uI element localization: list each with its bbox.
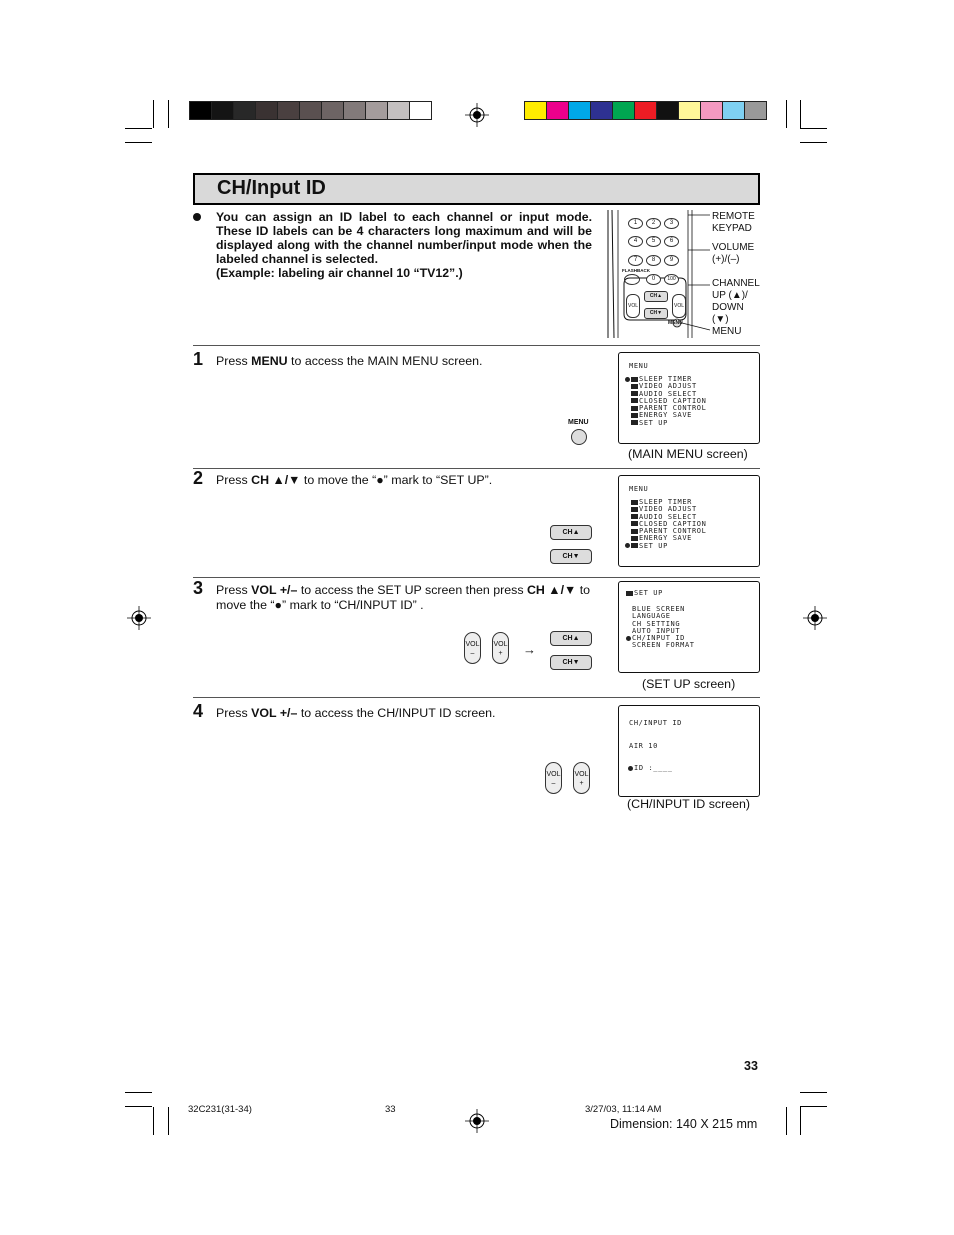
remote-key-100: 100	[664, 274, 679, 285]
remote-vol-plus: VOL	[672, 294, 686, 318]
color-swatch	[321, 101, 344, 120]
registration-mark-icon	[465, 103, 489, 127]
menu-label: MENU	[712, 326, 742, 337]
menu-item-icon	[631, 507, 638, 512]
remote-key-9: 9	[664, 255, 679, 266]
remote-ch-up: CH▲	[644, 291, 668, 302]
page-title-box	[193, 173, 760, 205]
setup-screen	[618, 581, 760, 673]
menu-item: PARENT CONTROL	[625, 528, 706, 535]
setup-caption: (SET UP screen)	[642, 677, 736, 691]
menu-item-icon	[631, 514, 638, 519]
intro-body: You can assign an ID label to each channel or input mode. These ID labels can be 4 characters long maximum and will be displayed along with the channel number/input mode when the labeled channel is selected.	[216, 210, 592, 266]
remote-menu-label: MENU	[668, 320, 683, 326]
color-swatch	[211, 101, 234, 120]
ch-up-button: CH▲	[550, 525, 592, 540]
bullet-icon	[193, 213, 201, 221]
menu-item: CLOSED CAPTION	[625, 398, 706, 405]
page-number: 33	[744, 1059, 758, 1073]
setup-icon	[626, 591, 633, 596]
intro-example: (Example: labeling air channel 10 “TV12”.)	[216, 266, 463, 280]
channel-updown-label: CHANNEL UP (▲)/ DOWN (▼)	[712, 278, 760, 325]
chinput-screen	[618, 705, 760, 797]
registration-mark-icon	[803, 606, 827, 630]
color-swatch	[387, 101, 410, 120]
step-number: 3	[193, 578, 204, 598]
step-number: 2	[193, 468, 204, 488]
menu-item: VIDEO ADJUST	[625, 506, 706, 513]
menu-item: CLOSED CAPTION	[625, 521, 706, 528]
step-number: 4	[193, 701, 204, 721]
selection-dot-icon	[625, 377, 630, 382]
menu-item: SLEEP TIMER	[625, 499, 706, 506]
main-menu-screen	[618, 352, 760, 444]
intro-text	[216, 210, 592, 280]
selection-dot-icon	[626, 636, 631, 641]
section-divider	[193, 468, 760, 469]
menu-item-icon	[631, 529, 638, 534]
color-swatch	[700, 101, 723, 120]
menu-item-icon	[631, 413, 638, 418]
vol-plus-button: VOL +	[492, 632, 509, 664]
menu-item-icon	[631, 543, 638, 548]
color-swatch	[524, 101, 547, 120]
menu-button	[571, 429, 587, 445]
menu-item: LANGUAGE	[632, 612, 671, 621]
menu-item: VIDEO ADJUST	[625, 383, 706, 390]
ch-up-button: CH▲	[550, 631, 592, 646]
remote-key-1: 1	[628, 218, 643, 229]
remote-key-0: 0	[646, 274, 661, 285]
menu-item: PARENT CONTROL	[625, 405, 706, 412]
id-field: ID :____	[628, 765, 673, 772]
channel-readout: AIR 10	[629, 742, 658, 750]
color-swatch	[722, 101, 745, 120]
remote-flashback-key	[624, 274, 640, 285]
screen-header: CH/INPUT ID	[629, 719, 682, 727]
color-swatch	[299, 101, 322, 120]
menu-item-icon	[631, 384, 638, 389]
menu-item: SET UP	[625, 543, 706, 550]
vol-plus-button: VOL +	[573, 762, 590, 794]
step-number: 1	[193, 349, 204, 369]
color-swatch	[365, 101, 388, 120]
remote-key-5: 5	[646, 236, 661, 247]
menu-item-icon	[631, 377, 638, 382]
remote-flashback-label: FLASHBACK	[622, 268, 650, 273]
vol-minus-button: VOL –	[464, 632, 481, 664]
color-swatch	[568, 101, 591, 120]
volume-label: VOLUME (+)/(–)	[712, 242, 755, 265]
step-1-text: Press MENU to access the MAIN MENU screen.	[216, 354, 483, 368]
footer-date: 3/27/03, 11:14 AM	[585, 1104, 662, 1115]
section-divider	[193, 697, 760, 698]
menu-item: SET UP	[625, 420, 706, 427]
registration-mark-icon	[127, 606, 151, 630]
menu-button-label: MENU	[568, 419, 589, 426]
menu-item: SLEEP TIMER	[625, 376, 706, 383]
chinput-caption: (CH/INPUT ID screen)	[627, 797, 751, 811]
selection-dot-icon	[625, 543, 630, 548]
screen-header: MENU	[629, 485, 649, 493]
remote-key-6: 6	[664, 236, 679, 247]
color-swatch	[277, 101, 300, 120]
page-title: CH/Input ID	[217, 177, 326, 199]
step-2-text: Press CH ▲/▼ to move the “●” mark to “SET UP”.	[216, 473, 493, 487]
color-swatch	[656, 101, 679, 120]
main-menu-screen-2	[618, 475, 760, 567]
menu-item: SCREEN FORMAT	[632, 641, 695, 650]
ch-down-button: CH▼	[550, 655, 592, 670]
footer-page: 33	[385, 1104, 396, 1115]
color-swatch	[612, 101, 635, 120]
menu-item: AUDIO SELECT	[625, 514, 706, 521]
menu-item-icon	[631, 500, 638, 505]
menu-item: ENERGY SAVE	[625, 412, 706, 419]
color-swatch	[590, 101, 613, 120]
color-swatch	[634, 101, 657, 120]
color-swatch	[233, 101, 256, 120]
ch-down-button: CH▼	[550, 549, 592, 564]
footer-code: 32C231(31-34)	[188, 1104, 252, 1115]
menu-item: ENERGY SAVE	[625, 535, 706, 542]
registration-mark-icon	[465, 1109, 489, 1133]
remote-key-2: 2	[646, 218, 661, 229]
main-menu-caption: (MAIN MENU screen)	[628, 447, 748, 461]
menu-item-icon	[631, 420, 638, 425]
remote-key-4: 4	[628, 236, 643, 247]
remote-vol-minus: VOL	[626, 294, 640, 318]
color-swatch	[255, 101, 278, 120]
color-swatch	[409, 101, 432, 120]
remote-key-3: 3	[664, 218, 679, 229]
remote-ch-down: CH▼	[644, 308, 668, 319]
menu-item: CH/INPUT ID	[626, 635, 695, 642]
menu-item-icon	[631, 406, 638, 411]
menu-item-icon	[631, 398, 638, 403]
menu-item-icon	[631, 391, 638, 396]
screen-header: MENU	[629, 362, 649, 370]
section-divider	[193, 345, 760, 346]
step-4-text: Press VOL +/– to access the CH/INPUT ID screen.	[216, 706, 496, 720]
menu-item: AUDIO SELECT	[625, 391, 706, 398]
section-divider	[193, 577, 760, 578]
menu-item: AUTO INPUT	[632, 626, 681, 635]
menu-item: BLUE SCREEN	[632, 605, 685, 613]
color-swatch	[678, 101, 701, 120]
color-swatch	[744, 101, 767, 120]
color-swatch	[546, 101, 569, 120]
vol-minus-button: VOL –	[545, 762, 562, 794]
menu-item: CH SETTING	[632, 619, 681, 628]
color-swatch	[343, 101, 366, 120]
menu-item-icon	[631, 536, 638, 541]
step-3-text: Press VOL +/– to access the SET UP screen then press CH ▲/▼ to move the “●” mark to “CH/INPUT ID” .	[216, 583, 591, 612]
menu-item-icon	[631, 521, 638, 526]
footer-dimension: Dimension: 140 X 215 mm	[610, 1117, 758, 1131]
remote-key-7: 7	[628, 255, 643, 266]
arrow-right-icon: →	[523, 642, 536, 657]
remote-key-8: 8	[646, 255, 661, 266]
remote-keypad-label: REMOTE KEYPAD	[712, 211, 755, 234]
screen-header: SET UP	[626, 590, 663, 597]
color-swatch	[189, 101, 212, 120]
